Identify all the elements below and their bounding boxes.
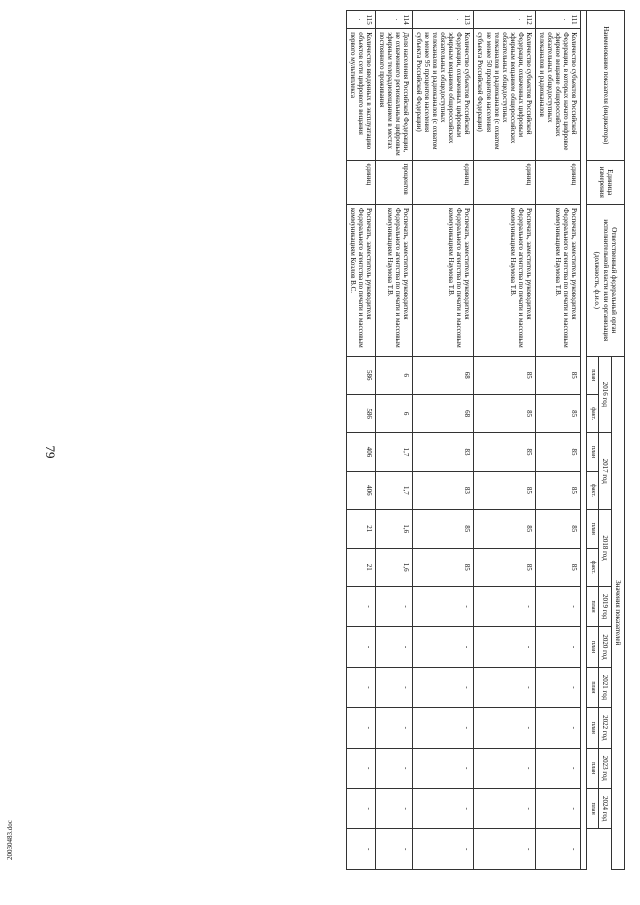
value-cell: 1,6 bbox=[375, 548, 412, 586]
value-cell: 68 bbox=[413, 356, 474, 394]
value-cell: - bbox=[375, 627, 412, 667]
value-cell: - bbox=[346, 667, 375, 707]
unit-cell: процентов bbox=[375, 160, 412, 204]
value-cell: - bbox=[413, 586, 474, 626]
value-cell: - bbox=[346, 586, 375, 626]
table-row bbox=[413, 11, 474, 870]
header-year-2023: 2023 год bbox=[598, 748, 611, 788]
table-row bbox=[375, 11, 412, 870]
value-cell: - bbox=[346, 708, 375, 748]
row-number: 115. bbox=[346, 11, 375, 29]
responsible-cell: Роспечать, заместитель руководителя Федерального агентства по печати и массовым коммуникациям Козлов В.С. bbox=[346, 204, 375, 356]
header-year-2020: 2020 год bbox=[598, 627, 611, 667]
value-cell: - bbox=[535, 708, 580, 748]
value-cell: - bbox=[474, 627, 535, 667]
rotated-table-container bbox=[40, 10, 625, 870]
row-number: 112. bbox=[474, 11, 535, 29]
indicator-name: Доля населения Российской Федерации, не охваченного региональным цифровым эфирным телерадиовещанием в местах постоянного проживания bbox=[375, 29, 412, 160]
header-year-2022: 2022 год bbox=[598, 708, 611, 748]
unit-cell: единиц bbox=[346, 160, 375, 204]
value-cell: - bbox=[375, 788, 412, 828]
value-cell: 586 bbox=[346, 356, 375, 394]
value-cell: - bbox=[375, 829, 412, 870]
responsible-cell: Роспечать, заместитель руководителя Федерального агентства по печати и массовым коммуникациям Наумова Т.В. bbox=[535, 204, 580, 356]
value-cell: - bbox=[346, 748, 375, 788]
value-cell: - bbox=[413, 667, 474, 707]
spacer-row bbox=[581, 11, 587, 870]
value-cell: - bbox=[535, 829, 580, 870]
header-year-2017: 2017 год bbox=[598, 433, 611, 510]
value-cell: - bbox=[535, 667, 580, 707]
header-fact: факт. bbox=[587, 548, 599, 586]
table-row bbox=[346, 11, 375, 870]
responsible-cell: Роспечать, заместитель руководителя Федерального агентства по печати и массовым коммуникациям Наумова Т.В. bbox=[375, 204, 412, 356]
value-cell: 406 bbox=[346, 471, 375, 509]
value-cell: 1,6 bbox=[375, 510, 412, 548]
value-cell: 85 bbox=[535, 471, 580, 509]
value-cell: 85 bbox=[535, 433, 580, 471]
row-number: 114. bbox=[375, 11, 412, 29]
responsible-cell: Роспечать, заместитель руководителя Федерального агентства по печати и массовым коммуникациям Наумова Т.В. bbox=[413, 204, 474, 356]
header-year-2018: 2018 год bbox=[598, 510, 611, 587]
unit-cell: единиц bbox=[413, 160, 474, 204]
header-plan: план bbox=[587, 586, 599, 626]
page-number: 79 bbox=[43, 445, 58, 459]
header-plan: план bbox=[587, 788, 599, 828]
value-cell: - bbox=[413, 627, 474, 667]
header-unit: Единица измерения bbox=[587, 160, 625, 204]
indicator-name: Количество субъектов Российской Федерации, охваченных цифровым эфирным вещанием общероссийских обязательных общедоступных телеканалов и радиоканалов (с охватом не менее 50 процентов населения субъекта Российской Федерации) bbox=[474, 29, 535, 160]
value-cell: 85 bbox=[413, 510, 474, 548]
value-cell: - bbox=[535, 586, 580, 626]
header-year-2021: 2021 год bbox=[598, 667, 611, 707]
value-cell: 85 bbox=[474, 471, 535, 509]
value-cell: - bbox=[474, 708, 535, 748]
value-cell: - bbox=[535, 748, 580, 788]
value-cell: 85 bbox=[474, 510, 535, 548]
responsible-cell: Роспечать, заместитель руководителя Федерального агентства по печати и массовым коммуникациям Наумова Т.В. bbox=[474, 204, 535, 356]
header-plan: план bbox=[587, 510, 599, 548]
value-cell: - bbox=[413, 708, 474, 748]
table-header bbox=[587, 11, 625, 870]
header-plan: план bbox=[587, 708, 599, 748]
value-cell: - bbox=[474, 829, 535, 870]
header-values: Значения показателей bbox=[611, 356, 624, 869]
value-cell: 21 bbox=[346, 510, 375, 548]
table-body bbox=[346, 11, 586, 870]
value-cell: - bbox=[375, 586, 412, 626]
value-cell: 586 bbox=[346, 394, 375, 432]
value-cell: - bbox=[474, 586, 535, 626]
value-cell: - bbox=[413, 748, 474, 788]
value-cell: 85 bbox=[413, 548, 474, 586]
value-cell: - bbox=[413, 788, 474, 828]
value-cell: - bbox=[346, 627, 375, 667]
value-cell: 85 bbox=[474, 356, 535, 394]
value-cell: 85 bbox=[474, 394, 535, 432]
header-fact: факт. bbox=[587, 471, 599, 509]
value-cell: 85 bbox=[535, 356, 580, 394]
header-plan: план bbox=[587, 356, 599, 394]
header-plan: план bbox=[587, 748, 599, 788]
value-cell: 68 bbox=[413, 394, 474, 432]
header-year-2019: 2019 год bbox=[598, 586, 611, 626]
header-responsible: Ответственный федеральный орган исполнительной власти или организация (должность, ф.и.о.) bbox=[587, 204, 625, 356]
value-cell: - bbox=[375, 667, 412, 707]
value-cell: 85 bbox=[535, 510, 580, 548]
value-cell: - bbox=[346, 788, 375, 828]
value-cell: 83 bbox=[413, 471, 474, 509]
value-cell: 85 bbox=[474, 433, 535, 471]
row-number: 111. bbox=[535, 11, 580, 29]
table-row bbox=[535, 11, 580, 870]
value-cell: 6 bbox=[375, 356, 412, 394]
value-cell: - bbox=[535, 788, 580, 828]
indicators-table bbox=[346, 10, 625, 870]
value-cell: - bbox=[375, 708, 412, 748]
header-plan: план bbox=[587, 627, 599, 667]
header-year-2016: 2016 год bbox=[598, 356, 611, 433]
header-plan: план bbox=[587, 667, 599, 707]
indicator-name: Количество субъектов Российской Федерации, в которых начато цифровое эфирное вещание общероссийских обязательных общедоступных телеканалов и радиоканалов bbox=[535, 29, 580, 160]
value-cell: - bbox=[535, 627, 580, 667]
header-fact: факт. bbox=[587, 394, 599, 432]
value-cell: 1,7 bbox=[375, 433, 412, 471]
header-name: Наименование показателя (индикатора) bbox=[587, 11, 625, 161]
value-cell: - bbox=[413, 829, 474, 870]
value-cell: 85 bbox=[535, 394, 580, 432]
value-cell: - bbox=[474, 788, 535, 828]
indicator-name: Количество субъектов Российской Федерации, охваченных цифровым эфирным вещанием общероссийских обязательных общедоступных телеканалов и радиоканалов (с охватом не менее 95 процентов населения субъекта Российской Федерации) bbox=[413, 29, 474, 160]
header-plan: план bbox=[587, 433, 599, 471]
value-cell: 85 bbox=[535, 548, 580, 586]
value-cell: 1,7 bbox=[375, 471, 412, 509]
value-cell: - bbox=[474, 748, 535, 788]
value-cell: 85 bbox=[474, 548, 535, 586]
document-code: 20030483.doc bbox=[6, 820, 14, 860]
value-cell: - bbox=[375, 748, 412, 788]
value-cell: - bbox=[474, 667, 535, 707]
indicator-name: Количество введенных в эксплуатацию объектов сети цифрового вещания первого мультиплекса bbox=[346, 29, 375, 160]
table-row bbox=[474, 11, 535, 870]
value-cell: 21 bbox=[346, 548, 375, 586]
unit-cell: единиц bbox=[535, 160, 580, 204]
value-cell: - bbox=[346, 829, 375, 870]
value-cell: 406 bbox=[346, 433, 375, 471]
row-number: 113. bbox=[413, 11, 474, 29]
header-year-2024: 2024 год bbox=[598, 788, 611, 828]
value-cell: 83 bbox=[413, 433, 474, 471]
unit-cell: единиц bbox=[474, 160, 535, 204]
value-cell: 6 bbox=[375, 394, 412, 432]
